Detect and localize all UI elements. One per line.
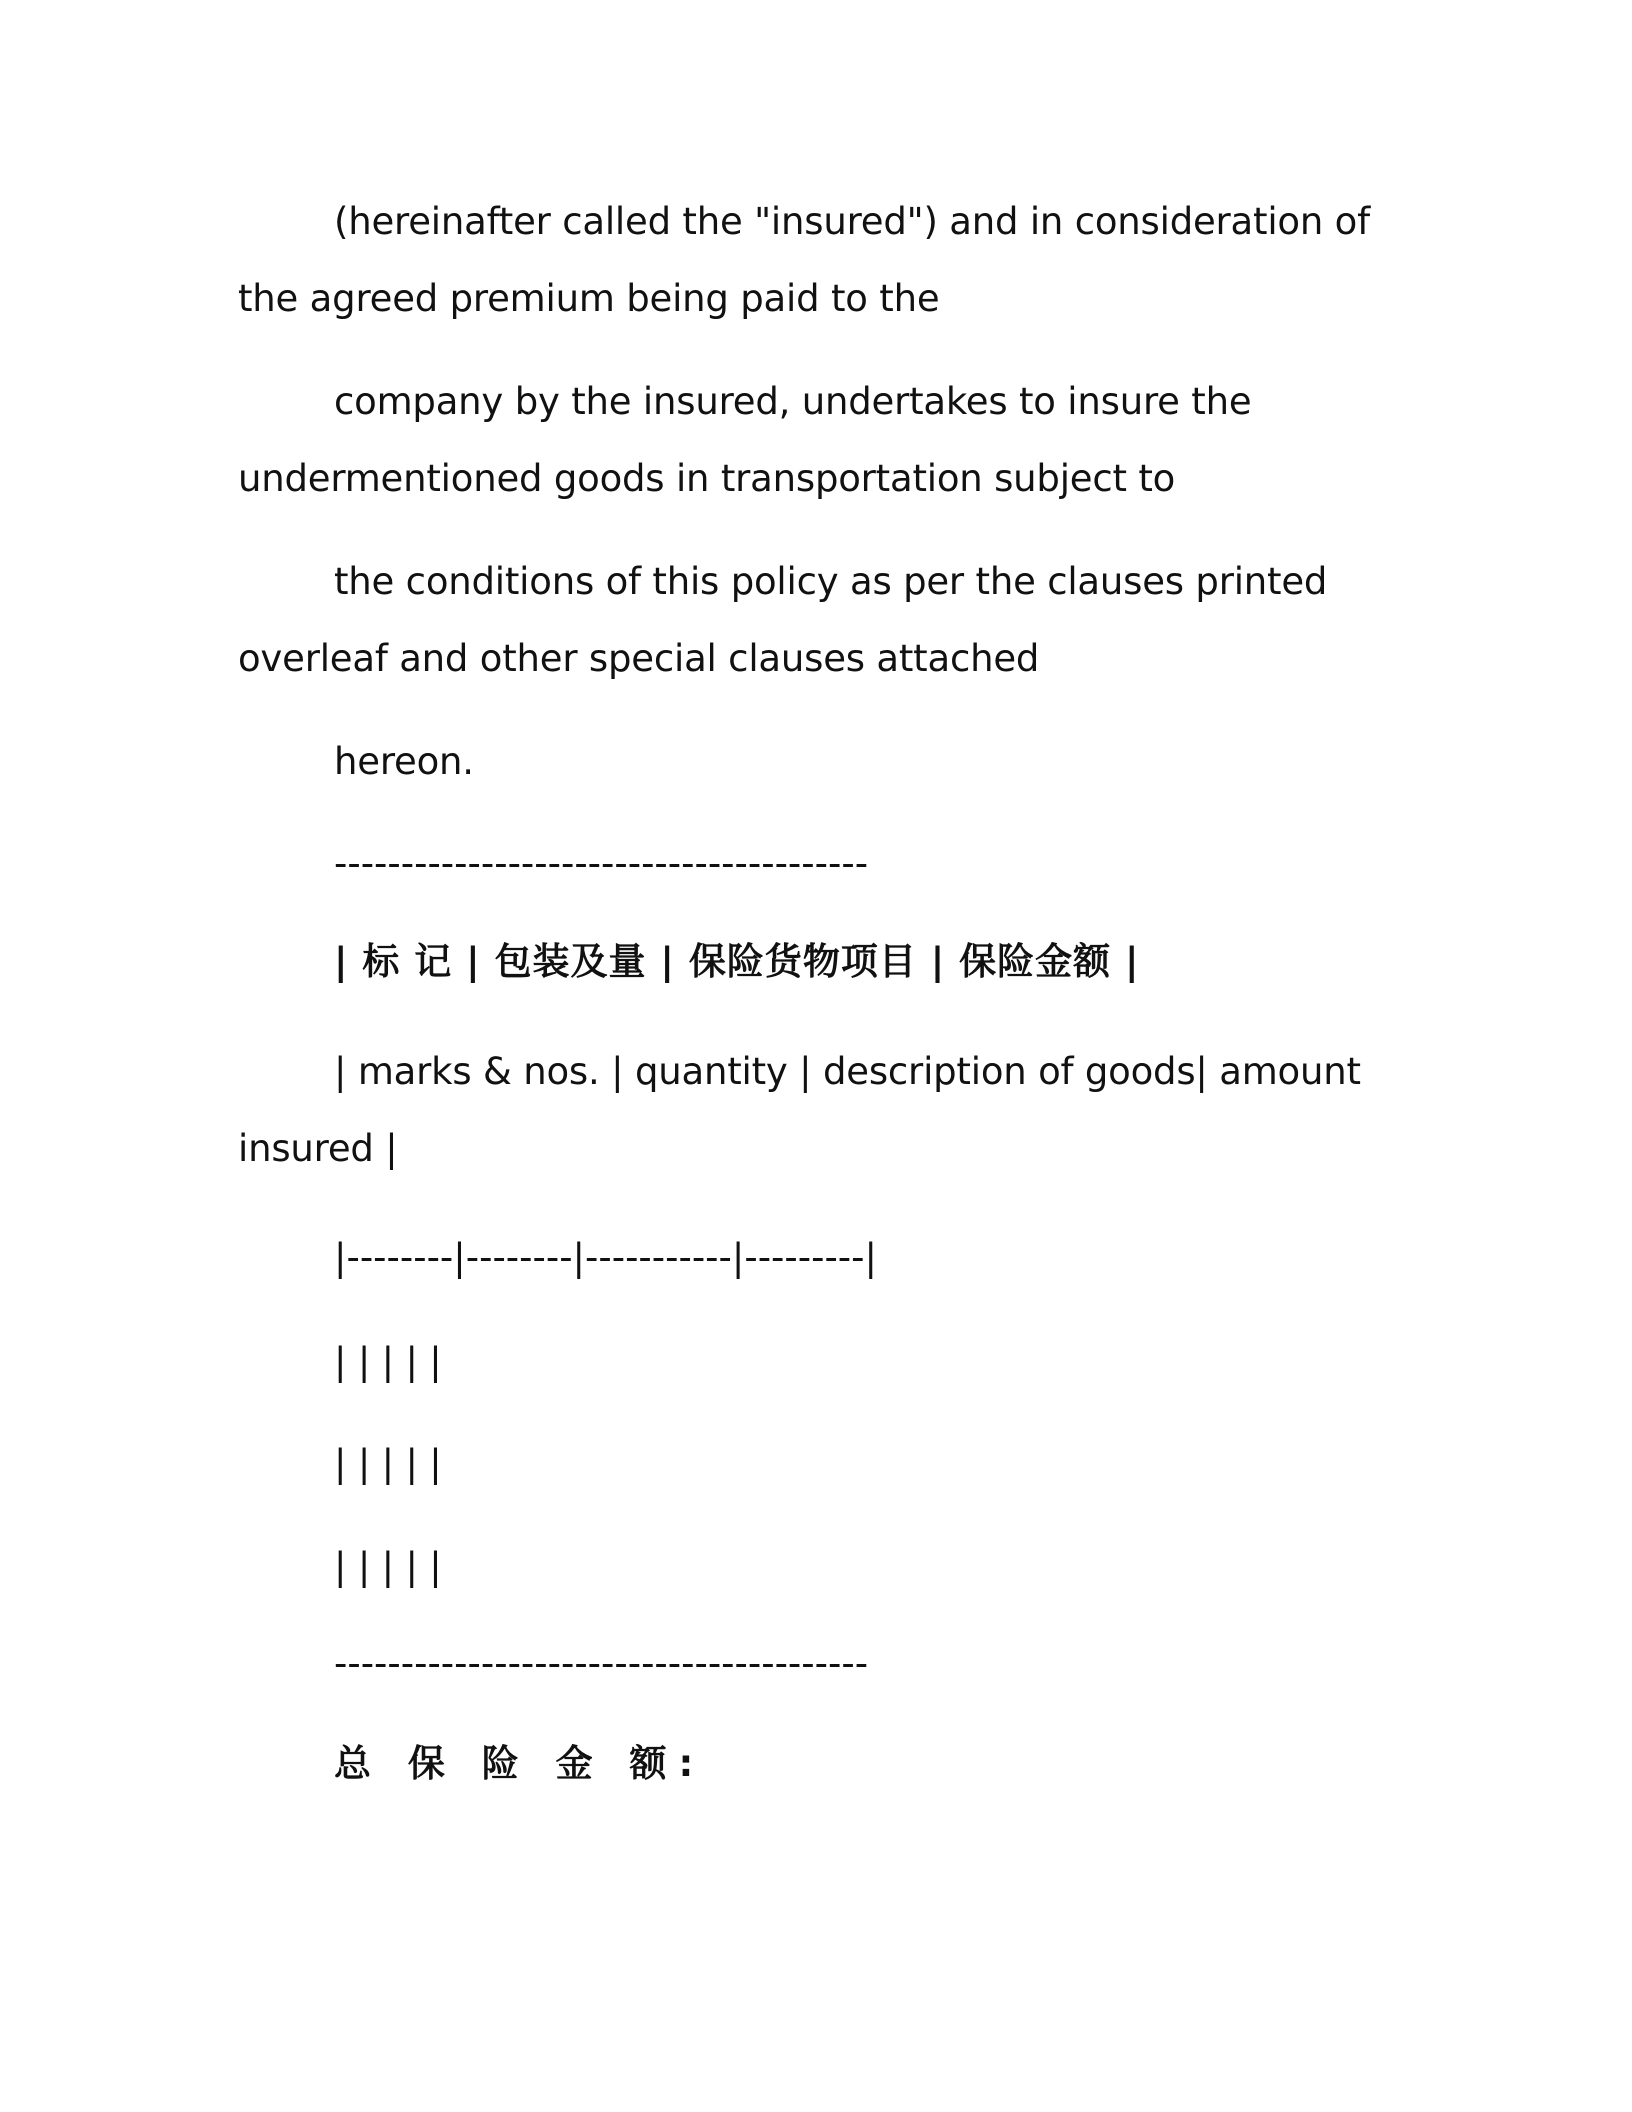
policy-paragraph-1: (hereinafter called the "insured") and in consideration of the agreed premium being paid to the [238, 200, 1370, 320]
table-header-divider: |--------|--------|-----------|---------| [334, 1236, 877, 1279]
table-row: | | | | | [334, 1340, 442, 1383]
total-insured-amount-label: 总 保 险 金 额: [334, 1742, 706, 1785]
table-header-chinese: | 标 记 | 包装及量 | 保险货物项目 | 保险金额 | [334, 940, 1140, 983]
table-header-english: | marks & nos. | quantity | description of goods| amount insured | [238, 1050, 1361, 1170]
table-top-rule: ---------------------------------------- [334, 842, 869, 885]
table-bottom-rule: ---------------------------------------- [334, 1642, 869, 1685]
policy-paragraph-2: company by the insured, undertakes to insure the undermentioned goods in transportation subject to [238, 380, 1252, 500]
table-row: | | | | | [334, 1545, 442, 1588]
policy-paragraph-4: hereon. [334, 740, 474, 783]
policy-paragraph-3: the conditions of this policy as per the clauses printed overleaf and other special clauses attached [238, 560, 1328, 680]
table-row: | | | | | [334, 1442, 442, 1485]
